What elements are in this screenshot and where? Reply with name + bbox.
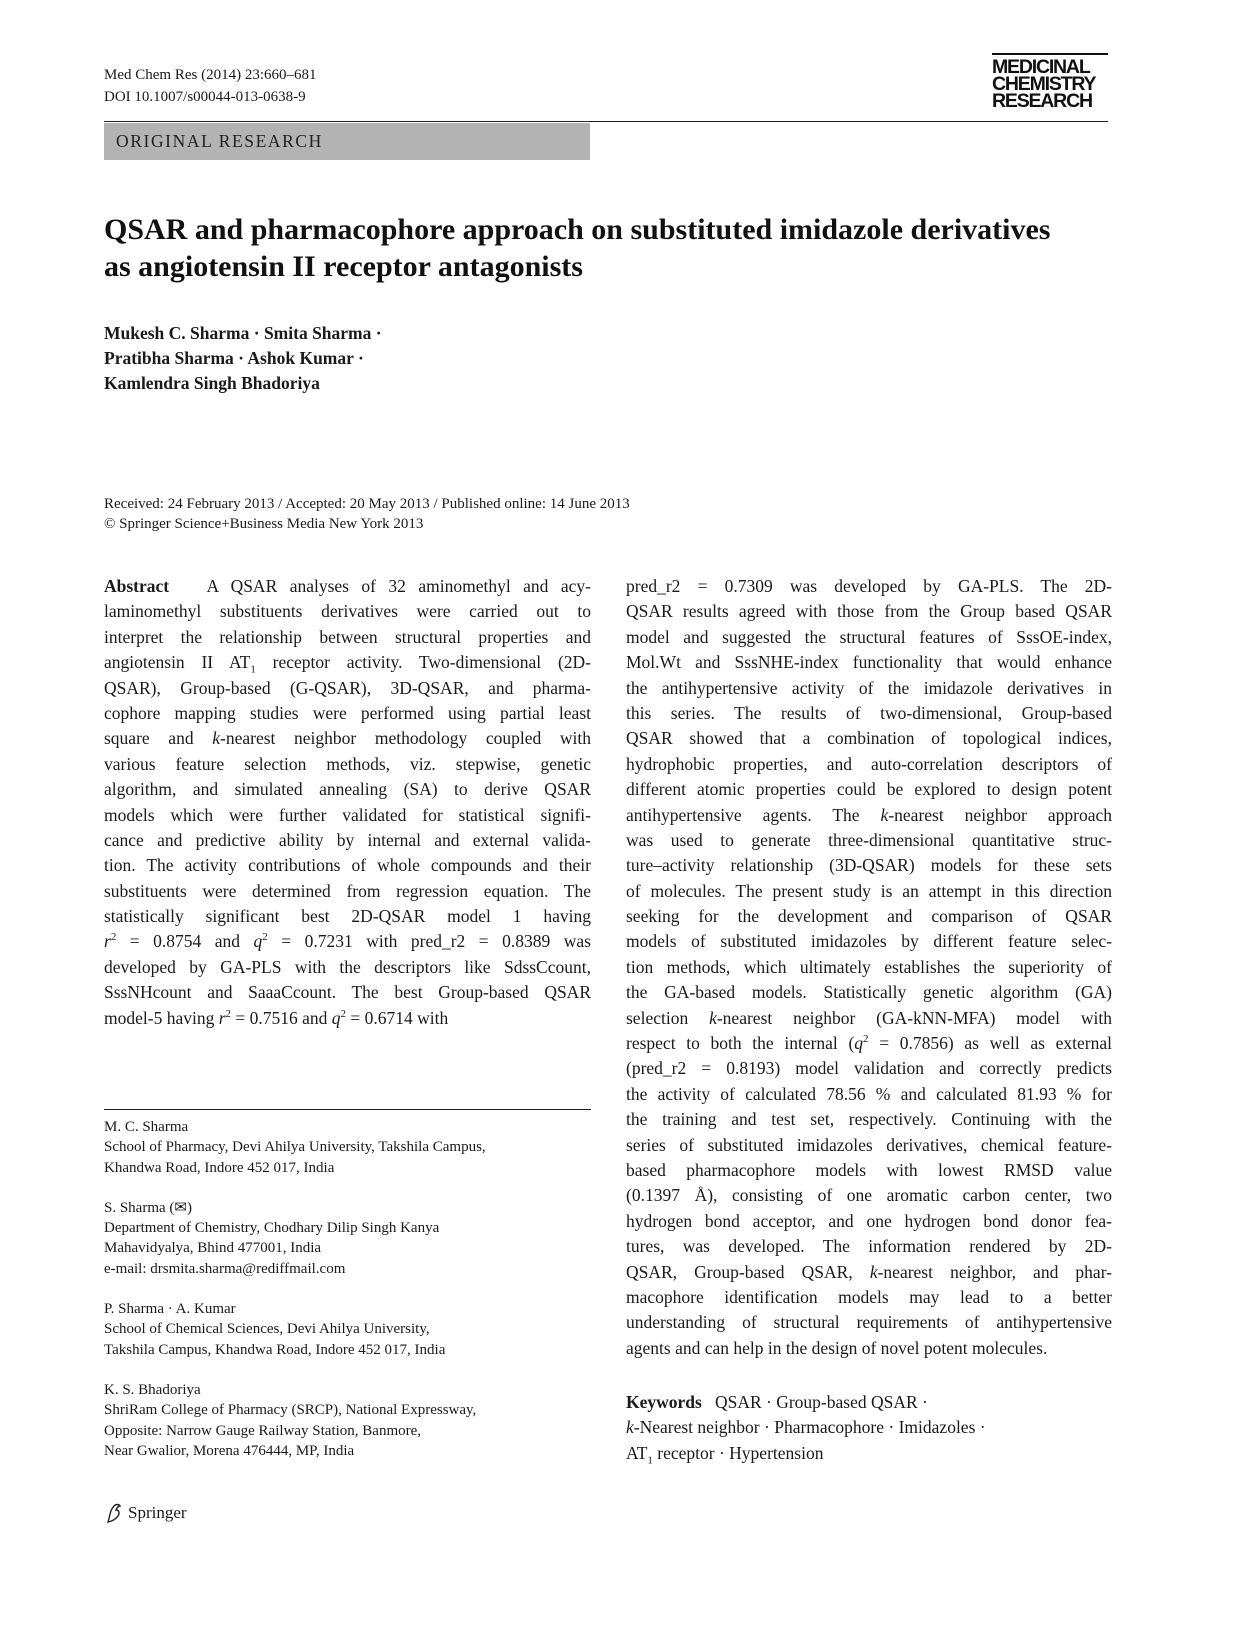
abstract-line: angiotensin II $AT_1$ receptor activity. Two-dimensional (2D- xyxy=(104,652,591,676)
keywords-line: k-Nearest neighbor · Pharmacophore · Imidazoles · xyxy=(626,1417,986,1438)
abstract-line: model and suggested the structural features of SssOE-index, xyxy=(626,626,1112,647)
article-title: QSAR and pharmacophore approach on substituted imidazole derivatives as angiotensin II receptor antagonists xyxy=(104,213,1051,283)
logo-line: RESEARCH xyxy=(992,90,1092,112)
affiliation-line[interactable]: e-mail: drsmita.sharma@rediffmail.com xyxy=(104,1260,346,1277)
abstract-line: SssNHcount and SaaaCcount. The best Group-based QSAR xyxy=(104,982,591,1003)
affiliation xyxy=(104,1380,591,1461)
abstract-line: series of substituted imidazoles derivatives, chemical feature- xyxy=(626,1134,1112,1155)
abstract-left-column xyxy=(104,574,591,1031)
abstract-line: tion. The activity contributions of whole compounds and their xyxy=(104,855,591,876)
abstract-line: QSAR), Group-based (G-QSAR), 3D-QSAR, and pharma- xyxy=(104,677,591,698)
affiliation-rule xyxy=(104,1109,591,1110)
affiliation-name: P. Sharma · A. Kumar xyxy=(104,1301,236,1318)
header-rule xyxy=(104,121,1108,122)
abstract-line: seeking for the development and comparison of QSAR xyxy=(626,906,1112,927)
abstract-line: laminomethyl substituents derivatives were carried out to xyxy=(104,601,591,622)
abstract-line: square and k-nearest neighbor methodology coupled with xyxy=(104,728,591,749)
abstract-line: respect to both the internal $(q^2 = 0.7856)$ as well as external xyxy=(626,1033,1112,1054)
abstract-line: based pharmacophore models with lowest RMSD value xyxy=(626,1159,1112,1180)
abstract-line: of molecules. The present study is an attempt in this direction xyxy=(626,880,1112,901)
abstract-line: agents and can help in the design of novel potent molecules. xyxy=(626,1337,1048,1358)
abstract-line: Mol.Wt and SssNHE-index functionality that would enhance xyxy=(626,652,1112,673)
author-line: Kamlendra Singh Bhadoriya xyxy=(104,373,320,393)
affiliation-line: Khandwa Road, Indore 452 017, India xyxy=(104,1159,335,1176)
affiliation-line: Takshila Campus, Khandwa Road, Indore 452 017, India xyxy=(104,1341,446,1358)
affiliation-line: School of Pharmacy, Devi Ahilya University, Takshila Campus, xyxy=(104,1139,486,1156)
abstract-line: various feature selection methods, viz. stepwise, genetic xyxy=(104,753,591,774)
abstract-line: statistically significant best 2D-QSAR model 1 having xyxy=(104,906,591,927)
affiliation-line: ShriRam College of Pharmacy (SRCP), National Expressway, xyxy=(104,1402,477,1419)
copyright: © Springer Science+Business Media New York 2013 xyxy=(104,516,424,532)
abstract-line: the activity of calculated 78.56 % and calculated 81.93 % for xyxy=(626,1083,1112,1104)
doi: DOI 10.1007/s00044-013-0638-9 xyxy=(104,89,306,105)
abstract-line: ture–activity relationship (3D-QSAR) models for these sets xyxy=(626,855,1112,876)
journal-logo xyxy=(992,53,1108,110)
abstract-line: different atomic properties could be explored to design potent xyxy=(626,779,1112,800)
author-line: Mukesh C. Sharma · Smita Sharma · xyxy=(104,323,382,343)
abstract-line: selection k-nearest neighbor (GA-kNN-MFA) model with xyxy=(626,1007,1112,1028)
keywords xyxy=(626,1390,1112,1466)
affiliation-line: Opposite: Narrow Gauge Railway Station, Banmore, xyxy=(104,1422,422,1439)
affiliation-line: Near Gwalior, Morena 476444, MP, India xyxy=(104,1442,355,1459)
keywords-line: QSAR · Group-based QSAR · xyxy=(714,1392,928,1412)
article-dates xyxy=(104,494,904,534)
abstract-line: (pred_r2 = 0.8193) model validation and correctly predicts xyxy=(626,1058,1112,1079)
publisher-name: Springer xyxy=(128,1503,187,1522)
abstract-line: (0.1397 Å), consisting of one aromatic carbon center, two xyxy=(626,1185,1112,1206)
author-list xyxy=(104,321,664,396)
affiliation-line: School of Chemical Sciences, Devi Ahilya University, xyxy=(104,1321,430,1338)
keywords-line: $AT_1$ receptor · Hypertension xyxy=(626,1442,824,1467)
abstract-line: QSAR showed that a combination of topological indices, xyxy=(626,728,1112,749)
author-line: Pratibha Sharma · Ashok Kumar · xyxy=(104,348,364,368)
abstract-line: substituents were determined from regression equation. The xyxy=(104,880,591,901)
springer-horse-icon xyxy=(104,1502,124,1524)
abstract-line: hydrophobic properties, and auto-correlation descriptors of xyxy=(626,753,1112,774)
affiliation xyxy=(104,1117,591,1178)
abstract-line: QSAR results agreed with those from the Group based QSAR xyxy=(626,601,1112,622)
abstract-line: hydrogen bond acceptor, and one hydrogen bond donor fea- xyxy=(626,1210,1112,1231)
logo-line: CHEMISTRY xyxy=(992,73,1096,95)
abstract-line: macophore identification models may lead to a better xyxy=(626,1286,1112,1307)
abstract-line: this series. The results of two-dimensional, Group-based xyxy=(626,702,1112,723)
affiliations xyxy=(104,1117,591,1481)
abstract-line: the antihypertensive activity of the imidazole derivatives in xyxy=(626,677,1112,698)
abstract-line: the GA-based models. Statistically genetic algorithm (GA) xyxy=(626,982,1112,1003)
abstract-line: $r^2 = 0.8754$ and $q^2 = 0.7231$ with pred_r2 = 0.8389 was xyxy=(104,931,591,952)
section-label: ORIGINAL RESEARCH xyxy=(104,123,590,160)
abstract-line: Abstract A QSAR analyses of 32 aminomethyl and acy- xyxy=(104,576,591,596)
abstract-line: cance and predictive ability by internal and external valida- xyxy=(104,829,591,850)
abstract-line: algorithm, and simulated annealing (SA) to derive QSAR xyxy=(104,779,591,800)
journal-meta xyxy=(104,64,316,108)
logo-line: MEDICINAL xyxy=(992,56,1090,78)
keywords-label: Keywords xyxy=(626,1392,702,1412)
affiliation-line: Mahavidyalya, Bhind 477001, India xyxy=(104,1240,322,1257)
abstract-line: models which were further validated for statistical signifi- xyxy=(104,804,591,825)
abstract-line: models of substituted imidazoles by different feature selec- xyxy=(626,931,1112,952)
affiliation xyxy=(104,1299,591,1360)
affiliation-name: M. C. Sharma xyxy=(104,1119,189,1135)
abstract-line: antihypertensive agents. The k-nearest neighbor approach xyxy=(626,804,1112,825)
affiliation-line: Department of Chemistry, Chodhary Dilip Singh Kanya xyxy=(104,1220,440,1237)
abstract-label: Abstract xyxy=(104,576,170,596)
affiliation xyxy=(104,1198,591,1279)
abstract-line: pred_r2 = 0.7309 was developed by GA-PLS. The 2D- xyxy=(626,576,1112,596)
citation: Med Chem Res (2014) 23:660–681 xyxy=(104,67,317,83)
abstract-line: interpret the relationship between structural properties and xyxy=(104,626,591,647)
abstract-right-column xyxy=(626,574,1112,1361)
abstract-line: QSAR, Group-based QSAR, k-nearest neighbor, and phar- xyxy=(626,1261,1112,1282)
abstract-line: understanding of structural requirements of antihypertensive xyxy=(626,1312,1112,1333)
abstract-line: tion methods, which ultimately establishes the superiority of xyxy=(626,956,1112,977)
abstract-line: cophore mapping studies were performed using partial least xyxy=(104,702,591,723)
abstract-line: was used to generate three-dimensional quantitative struc- xyxy=(626,829,1112,850)
affiliation-name: K. S. Bhadoriya xyxy=(104,1381,201,1398)
abstract-line: developed by GA-PLS with the descriptors like SdssCcount, xyxy=(104,956,591,977)
date-history: Received: 24 February 2013 / Accepted: 20 May 2013 / Published online: 14 June 2013 xyxy=(104,496,630,512)
abstract-line: tures, was developed. The information rendered by 2D- xyxy=(626,1236,1112,1257)
affiliation-name: S. Sharma (✉) xyxy=(104,1199,192,1216)
page-footer xyxy=(104,1502,187,1524)
abstract-line: model-5 having $r^2 = 0.7516$ and $q^2 = 0.6714$ with xyxy=(104,1007,449,1028)
abstract-line: the training and test set, respectively. Continuing with the xyxy=(626,1109,1112,1130)
